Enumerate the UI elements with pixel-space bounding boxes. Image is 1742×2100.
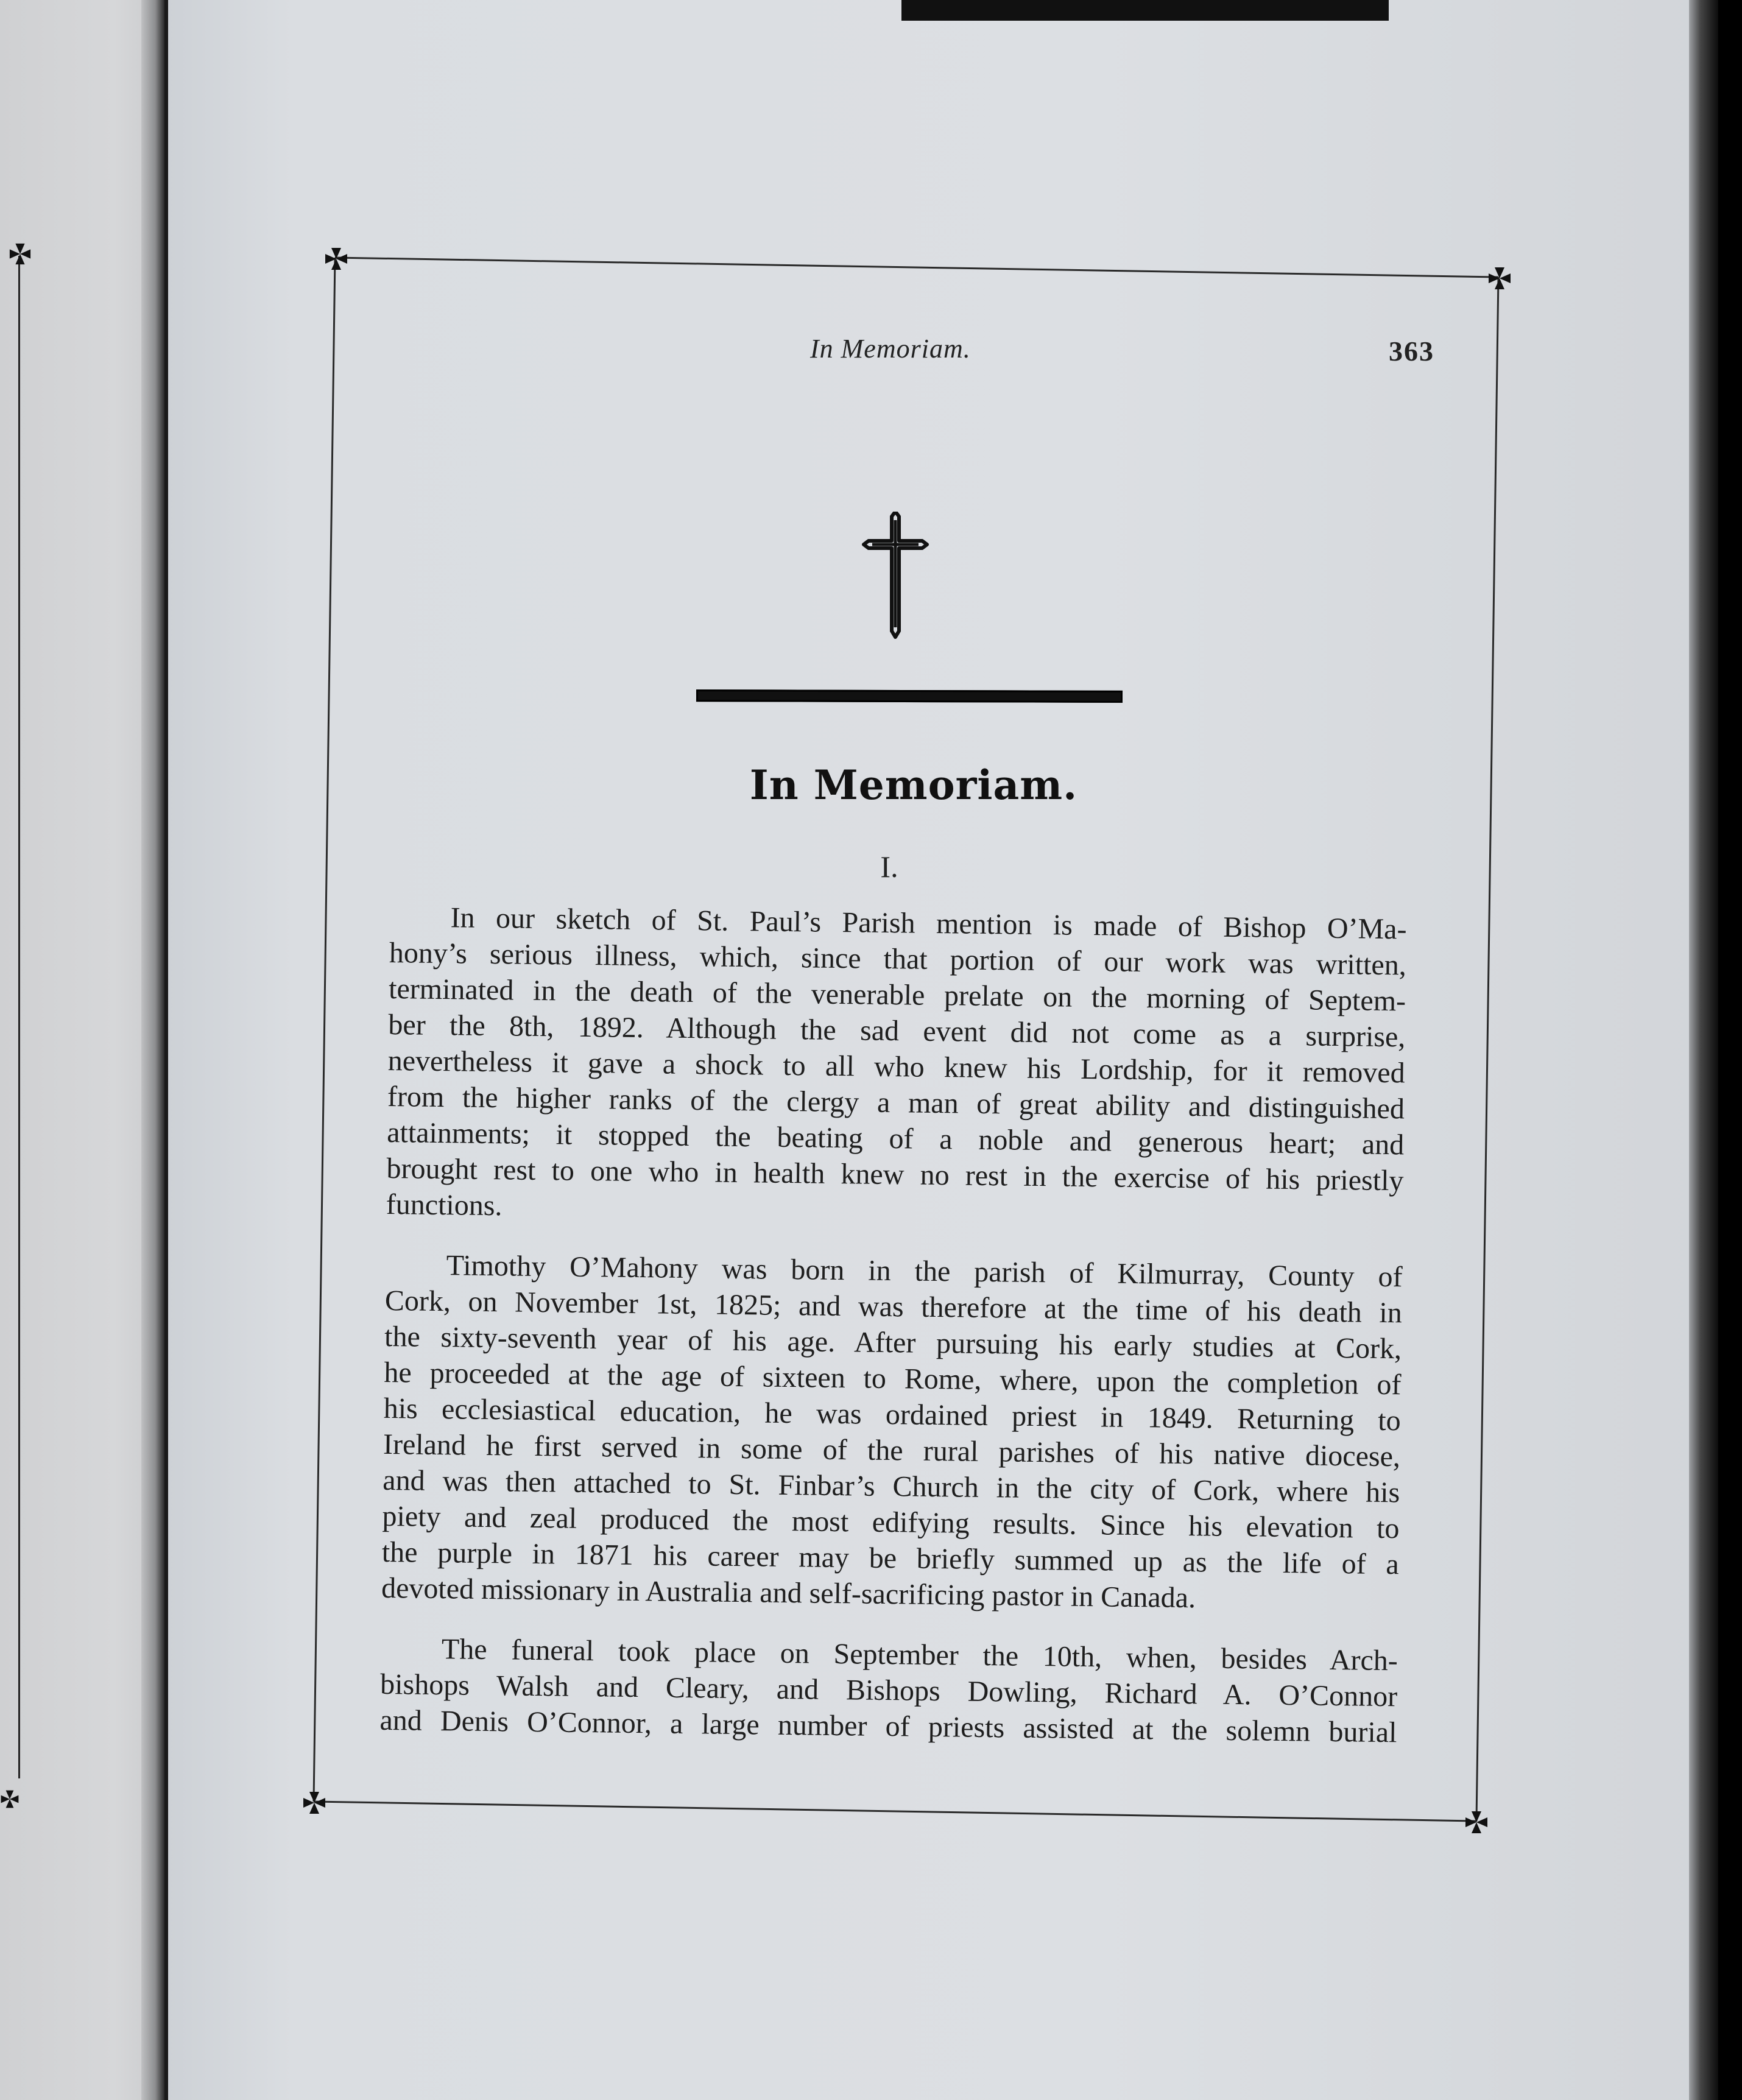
text-line: piety and zeal produced the most edifying results. Since his elevation to bbox=[382, 1499, 1400, 1545]
text-line: brought rest to one who in health knew no rest in the exercise of his priestly bbox=[386, 1152, 1404, 1197]
text-line: and was then attached to St. Finbar’s Church in the city of Cork, where his bbox=[383, 1464, 1400, 1509]
cross-pattee-corner-icon bbox=[324, 247, 348, 271]
cross-pattee-corner-icon bbox=[9, 242, 32, 266]
text-line: Ireland he first served in some of the rural parishes of his native diocese, bbox=[383, 1428, 1401, 1473]
text-line: nevertheless it gave a shock to all who knew his Lordship, for it removed bbox=[387, 1044, 1405, 1090]
section-number: I. bbox=[880, 850, 898, 884]
text-line: the purple in 1871 his career may be briefly summed up as the life of a bbox=[381, 1535, 1400, 1581]
facing-page-edge bbox=[0, 0, 164, 2100]
book-gutter bbox=[141, 0, 164, 2100]
text-line: In our sketch of St. Paul’s Parish mention is made of Bishop O’Ma- bbox=[450, 901, 1407, 946]
article-body bbox=[379, 899, 1407, 1750]
cross-pattee-corner-icon bbox=[302, 1791, 326, 1815]
text-line: terminated in the death of the venerable prelate on the morning of Septem- bbox=[388, 972, 1406, 1018]
text-line: hony’s serious illness, which, since that portion of our work was written, bbox=[389, 936, 1407, 982]
page-number: 363 bbox=[1389, 336, 1434, 367]
page-title: In Memoriam. bbox=[749, 761, 1078, 809]
text-line: devoted missionary in Australia and self-sacrificing pastor in Canada. bbox=[381, 1571, 1196, 1615]
text-line: his ecclesiastical education, he was ordained priest in 1849. Returning to bbox=[383, 1392, 1401, 1437]
text-line: functions. bbox=[386, 1188, 503, 1222]
text-line: he proceeded at the age of sixteen to Rome, where, upon the completion of bbox=[384, 1356, 1402, 1401]
scan-edge bbox=[901, 0, 1389, 21]
text-line: bishops Walsh and Cleary, and Bishops Dowling, Richard A. O’Connor bbox=[379, 1668, 1398, 1713]
text-line: the sixty-seventh year of his age. After pursuing his early studies at Cork, bbox=[384, 1320, 1402, 1365]
cross-pattee-corner-icon bbox=[0, 1788, 19, 1811]
paragraph bbox=[381, 1247, 1403, 1618]
facing-page-border-line bbox=[18, 256, 20, 1778]
latin-cross-icon bbox=[859, 512, 932, 640]
paragraph bbox=[386, 899, 1407, 1235]
text-line: from the higher ranks of the clergy a man of great ability and distinguished bbox=[387, 1080, 1405, 1126]
text-line: Timothy O’Mahony was born in the parish of Kilmurray, County of bbox=[446, 1249, 1403, 1294]
running-head: In Memoriam. bbox=[810, 334, 971, 364]
text-line: Cork, on November 1st, 1825; and was therefore at the time of his death in bbox=[384, 1284, 1403, 1330]
black-rule bbox=[696, 689, 1123, 703]
cross-pattee-corner-icon bbox=[1464, 1810, 1489, 1834]
text-line: attainments; it stopped the beating of a noble and generous heart; and bbox=[386, 1116, 1405, 1161]
paragraph bbox=[379, 1630, 1398, 1750]
text-line: The funeral took place on September the 10th, when, besides Arch- bbox=[441, 1633, 1398, 1677]
text-line: and Denis O’Connor, a large number of priests assisted at the solemn burial bbox=[379, 1704, 1397, 1749]
text-line: ber the 8th, 1892. Although the sad event did not come as a surprise, bbox=[388, 1008, 1406, 1054]
cross-pattee-corner-icon bbox=[1487, 266, 1512, 291]
page-edge-shadow bbox=[1689, 0, 1718, 2100]
